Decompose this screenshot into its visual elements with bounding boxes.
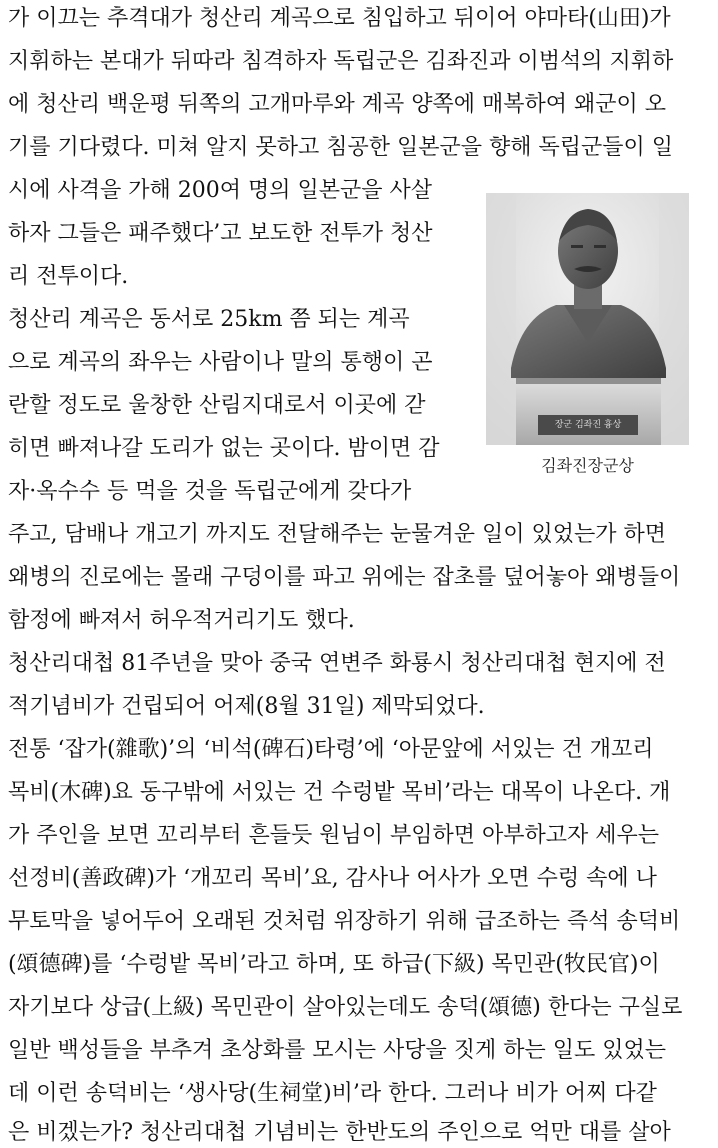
paragraph-start-line: 청산리대첩 81주년을 맞아 중국 연변주 화룡시 청산리대첩 현지에 전 [8, 651, 666, 676]
bust-photo [486, 193, 689, 445]
text-line: 시에 사격을 가해 200여 명의 일본군을 사살 [8, 178, 432, 203]
text-line: 적기념비가 건립되어 어제(8월 31일) 제막되었다. [8, 694, 485, 719]
text-line: 리 전투이다. [8, 264, 129, 289]
text-line: 무토막을 넣어두어 오래된 것처럼 위장하기 위해 급조하는 즉석 송덕비 [8, 909, 681, 934]
paragraph-start-line: 전통 ‘잡가(雜歌)’의 ‘비석(碑石)타령’에 ‘아문앞에 서있는 건 개꼬리 [8, 737, 654, 762]
text-line: 은 비겠는가? 청산리대첩 기념비는 한반도의 주인으로 억만 대를 살아 [8, 1120, 671, 1145]
text-line: (頌德碑)를 ‘수렁밭 목비’라고 하며, 또 하급(下級) 목민관(牧民官)이 [8, 952, 660, 977]
text-line: 주고, 담배나 개고기 까지도 전달해주는 눈물겨운 일이 있었는가 하면 [8, 522, 666, 547]
text-line: 가 주인을 보면 꼬리부터 흔들듯 원님이 부임하면 아부하고자 세우는 [8, 823, 660, 848]
text-line: 함정에 빠져서 허우적거리기도 했다. [8, 608, 355, 633]
text-line: 데 이런 송덕비는 ‘생사당(生祠堂)비’라 한다. 그러나 비가 어찌 다같 [8, 1081, 657, 1106]
text-line: 자기보다 상급(上級) 목민관이 살아있는데도 송덕(頌德) 한다는 구실로 [8, 995, 683, 1020]
text-line: 기를 기다렸다. 미쳐 알지 못하고 침공한 일본군을 향해 독립군들이 일 [8, 135, 673, 160]
text-line: 지휘하는 본대가 뒤따라 침격하자 독립군은 김좌진과 이범석의 지휘하 [8, 49, 674, 74]
text-line: 왜병의 진로에는 몰래 구덩이를 파고 위에는 잡초를 덮어놓아 왜병들이 [8, 565, 681, 590]
text-line: 히면 빠져나갈 도리가 없는 곳이다. 밤이면 감 [8, 436, 440, 461]
text-line: 자·옥수수 등 먹을 것을 독립군에게 갖다가 [8, 479, 412, 504]
paragraph-start-line: 청산리 계곡은 동서로 25km 쯤 되는 계곡 [8, 307, 410, 332]
text-line: 란할 정도로 울창한 산림지대로서 이곳에 갇 [8, 393, 426, 418]
photo-caption: 김좌진장군상 [541, 456, 634, 475]
text-line: 에 청산리 백운평 뒤쪽의 고개마루와 계곡 양쪽에 매복하여 왜군이 오 [8, 92, 666, 117]
text-line: 가 이끄는 추격대가 청산리 계곡으로 침입하고 뒤이어 야마타(山田)가 [8, 6, 671, 31]
text-line: 으로 계곡의 좌우는 사람이나 말의 통행이 곤 [8, 350, 433, 375]
text-line: 하자 그들은 패주했다’고 보도한 전투가 청산 [8, 221, 433, 246]
text-line: 일반 백성들을 부추겨 초상화를 모시는 사당을 짓게 하는 일도 있었는 [8, 1038, 666, 1063]
text-line: 선정비(善政碑)가 ‘개꼬리 목비’요, 감사나 어사가 오면 수렁 속에 나 [8, 866, 657, 891]
text-line: 목비(木碑)요 동구밖에 서있는 건 수렁밭 목비’라는 대목이 나온다. 개 [8, 780, 671, 805]
plaque-text: 장군 김좌진 흉상 [554, 420, 622, 430]
bust-illustration [486, 193, 689, 445]
